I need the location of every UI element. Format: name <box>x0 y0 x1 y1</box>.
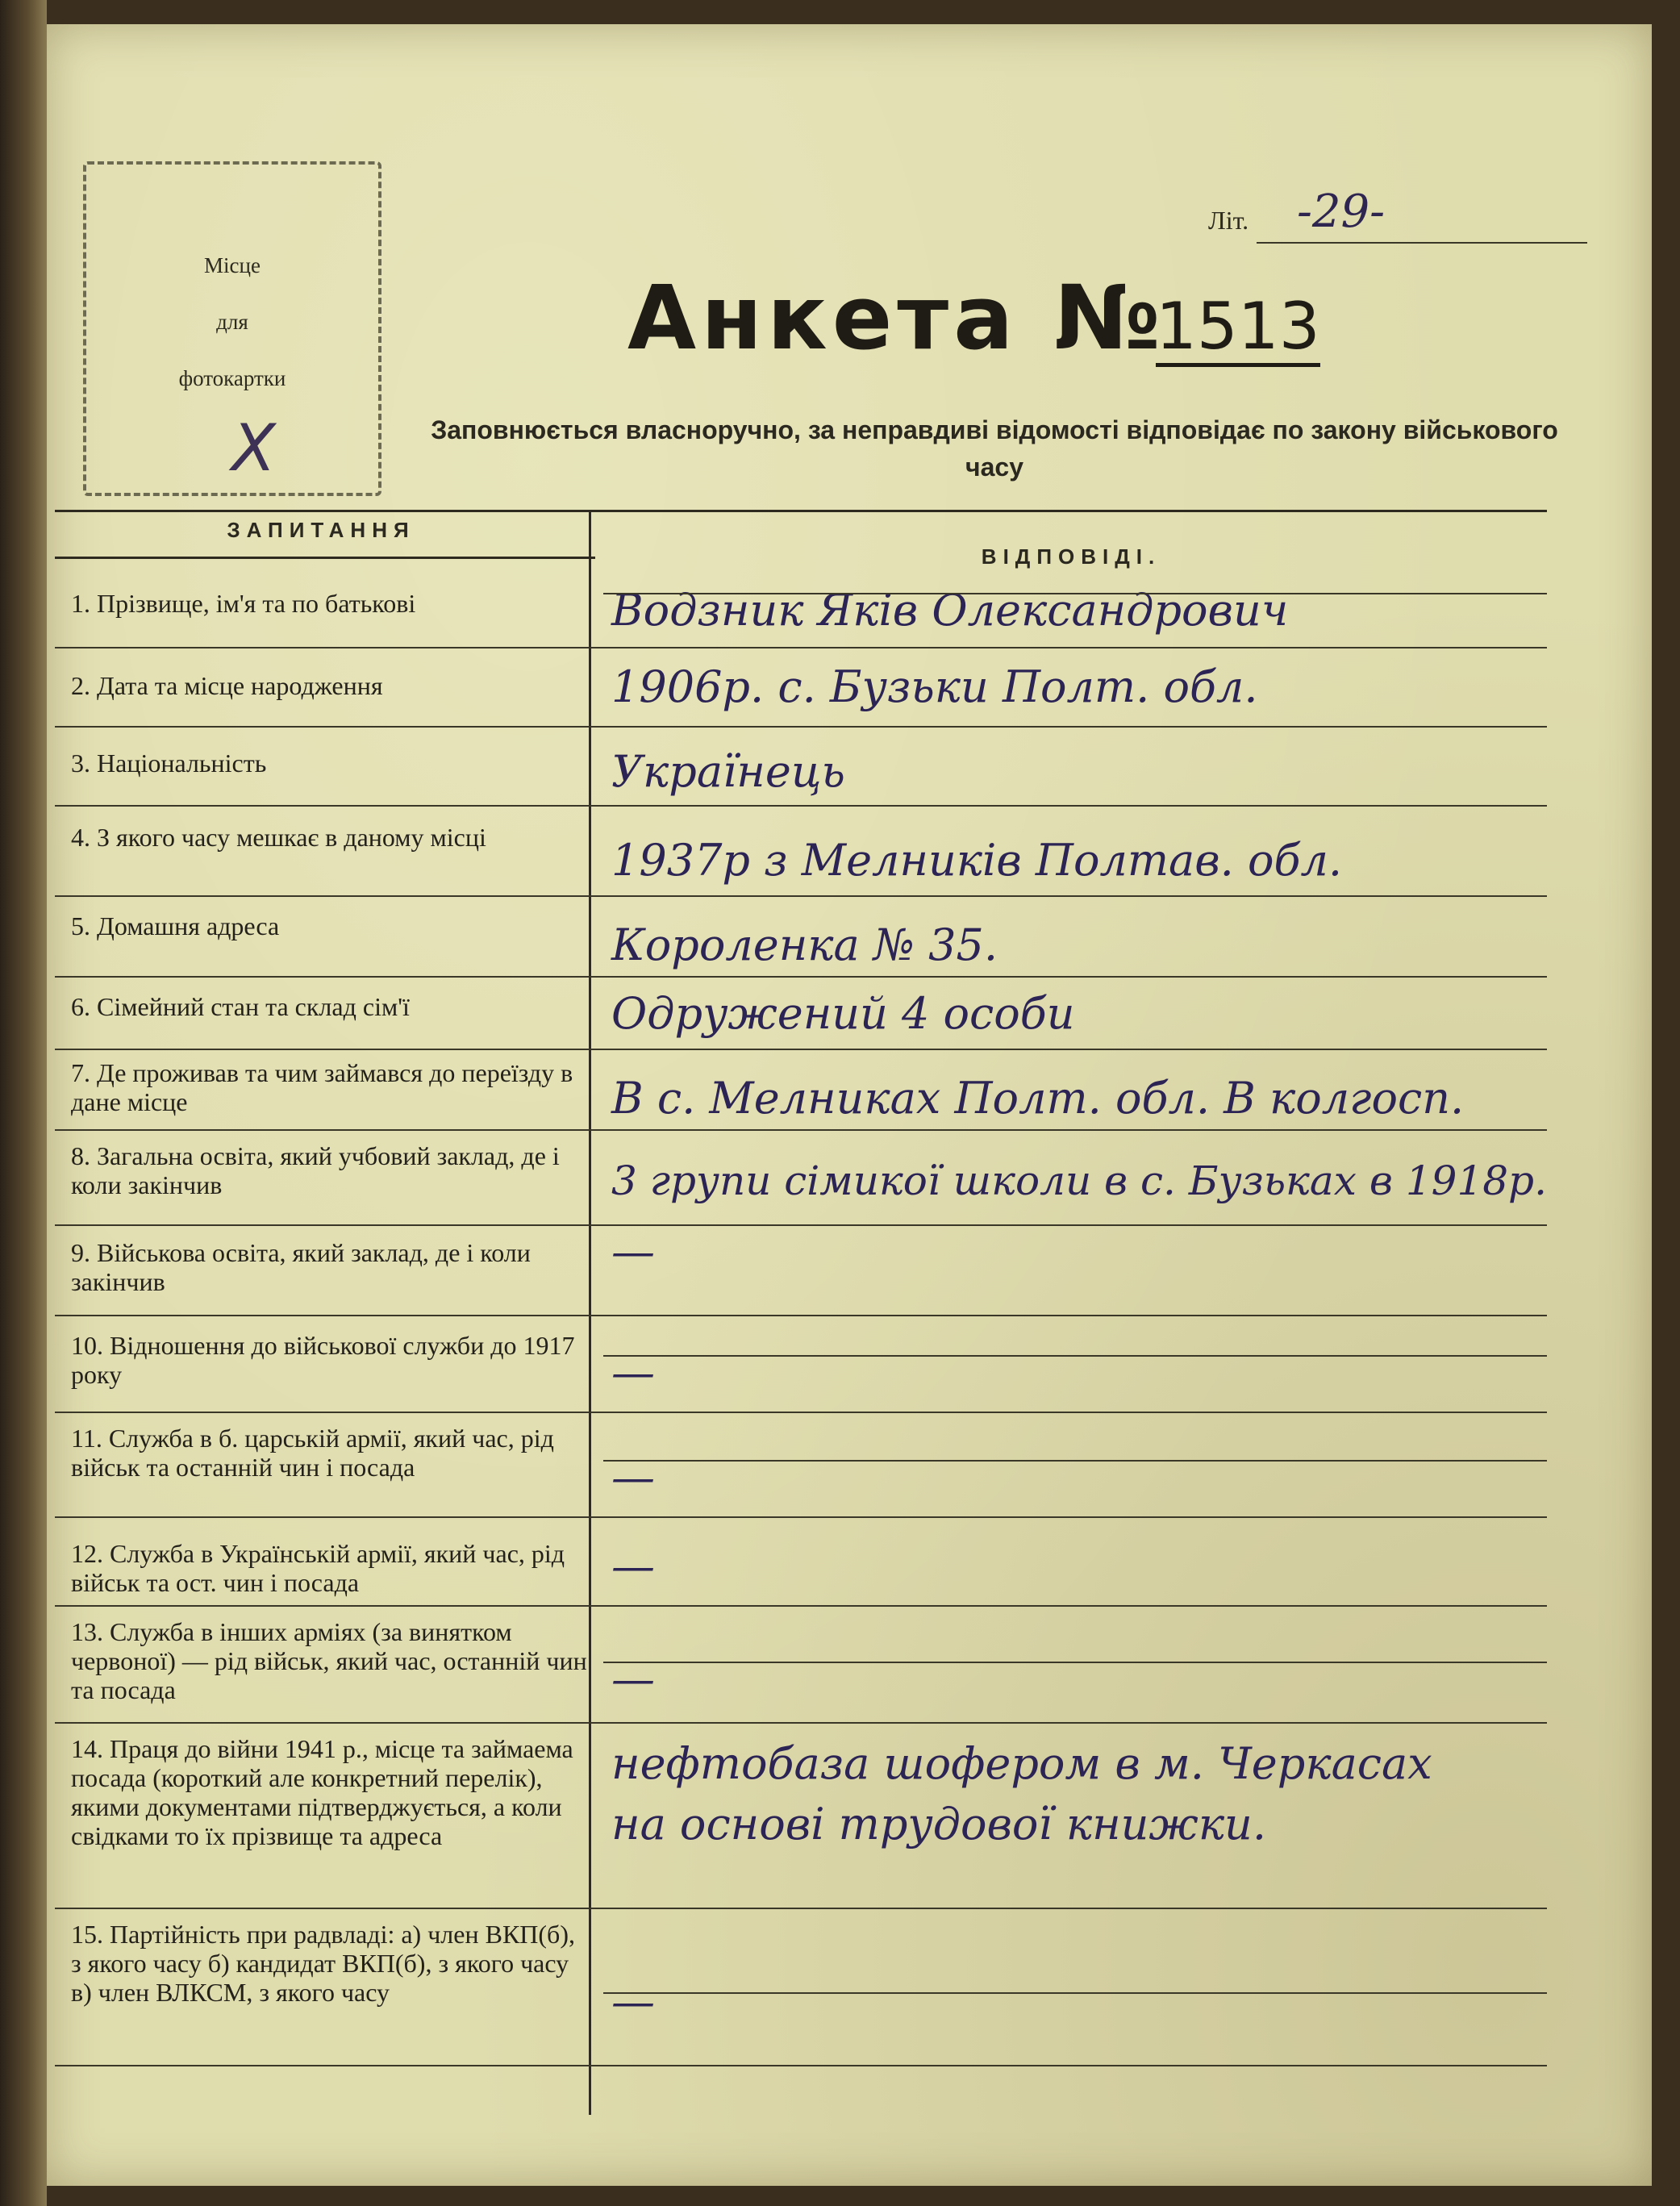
table-row <box>55 1412 1547 1413</box>
questionnaire-page <box>47 24 1652 2186</box>
question-8: 8. Загальна освіта, який учбовий заклад, де і коли закінчив <box>71 1141 560 1199</box>
answer-6: Одружений 4 особи <box>611 988 1075 1039</box>
lit-value: -29- <box>1297 186 1386 238</box>
lit-line <box>1257 242 1587 244</box>
questionnaire-number: 1513 <box>1156 290 1320 367</box>
answer-line <box>603 1662 1547 1663</box>
table-row <box>55 1908 1547 1909</box>
answer-3: Українець <box>611 746 845 797</box>
answer-14-line-2: на основі трудової книжки. <box>611 1799 1267 1849</box>
answer-10: — <box>611 1347 655 1398</box>
answer-15: — <box>611 1976 655 2027</box>
question-6: 6. Сімейний стан та склад сім'ї <box>71 992 410 1021</box>
question-7: 7. Де проживав та чим займався до переїзду в дане місце <box>71 1058 573 1116</box>
table-row <box>55 976 1547 978</box>
answer-14: нефтобаза шофером в м. Черкасах <box>611 1738 1432 1789</box>
question-15: 15. Партійність при радвладі: а) член ВКП(б), з якого часу б) кандидат ВКП(б), з якого часу в) член ВЛКСМ, з якого часу <box>71 1920 575 2007</box>
book-binding <box>0 0 47 2206</box>
subtitle: Заповнюється власноручно, за неправдиві відомості відповідає по закону військового часу <box>431 415 1558 482</box>
column-header-answers: ВІДПОВІДІ. <box>981 544 1161 569</box>
answer-4: 1937р з Мелників Полтав. обл. <box>611 835 1343 886</box>
answer-line <box>603 1992 1547 1994</box>
question-9: 9. Військова освіта, який заклад, де і коли закінчив <box>71 1238 531 1296</box>
table-row <box>55 805 1547 807</box>
table-row <box>55 1315 1547 1316</box>
answer-9: — <box>611 1226 655 1277</box>
question-2: 2. Дата та місце народження <box>71 671 383 700</box>
question-13: 13. Служба в інших арміях (за винятком червоної) — рід військ, який час, останній чин та посада <box>71 1617 587 1704</box>
answer-12: — <box>611 1541 655 1591</box>
page-title: Анкета № <box>627 266 1166 369</box>
answer-line <box>603 1460 1547 1462</box>
answer-5: Короленка № 35. <box>611 920 998 970</box>
question-4: 4. З якого часу мешкає в даному місці <box>71 823 486 852</box>
question-11: 11. Служба в б. царській армії, який час, рід військ та останній чин і посада <box>71 1424 554 1482</box>
lit-label: Літ. <box>1208 206 1249 235</box>
answer-2: 1906р. с. Бузьки Полт. обл. <box>611 661 1258 712</box>
answer-1: Водзник Яків Олександрович <box>611 585 1289 636</box>
column-header-questions: ЗАПИТАННЯ <box>227 518 415 542</box>
question-5: 5. Домашня адреса <box>71 911 280 940</box>
table-row <box>55 1605 1547 1607</box>
question-10: 10. Відношення до військової служби до 1917 року <box>71 1331 575 1389</box>
table-row <box>55 1722 1547 1724</box>
answer-13: — <box>611 1653 655 1704</box>
photo-label-line-2: для <box>216 310 248 334</box>
table-row <box>55 2065 1547 2066</box>
answer-8: 3 групи сімикої школи в с. Бузьках в 1918р. <box>611 1157 1547 1204</box>
photo-label-line-3: фотокартки <box>178 366 286 390</box>
table-row <box>55 1049 1547 1050</box>
table-row <box>55 1516 1547 1518</box>
answer-line <box>603 593 1547 594</box>
table-row <box>55 895 1547 897</box>
question-3: 3. Національність <box>71 749 267 778</box>
table-row <box>55 1224 1547 1226</box>
question-12: 12. Служба в Українській армії, який час, рід військ та ост. чин і посада <box>71 1539 565 1597</box>
question-14: 14. Праця до війни 1941 р., місце та займаема посада (короткий але конкретний перелік), якими документами підтверджується, а коли свідками то їх прізвище та адреса <box>71 1734 573 1850</box>
column-divider <box>589 510 591 2115</box>
table-row <box>55 1129 1547 1131</box>
table-row <box>55 726 1547 728</box>
table-top-border <box>55 510 1547 512</box>
answer-7: В с. Мелниках Полт. обл. В колгосп. <box>611 1073 1465 1124</box>
header-divider <box>55 557 595 559</box>
answer-11: — <box>611 1452 655 1503</box>
photo-cross-mark: X <box>231 411 276 486</box>
answer-line <box>603 1355 1547 1357</box>
photo-placeholder <box>83 161 381 496</box>
table-row <box>55 647 1547 648</box>
photo-label-line-1: Місце <box>204 253 261 277</box>
question-1: 1. Прізвище, ім'я та по батькові <box>71 589 416 618</box>
